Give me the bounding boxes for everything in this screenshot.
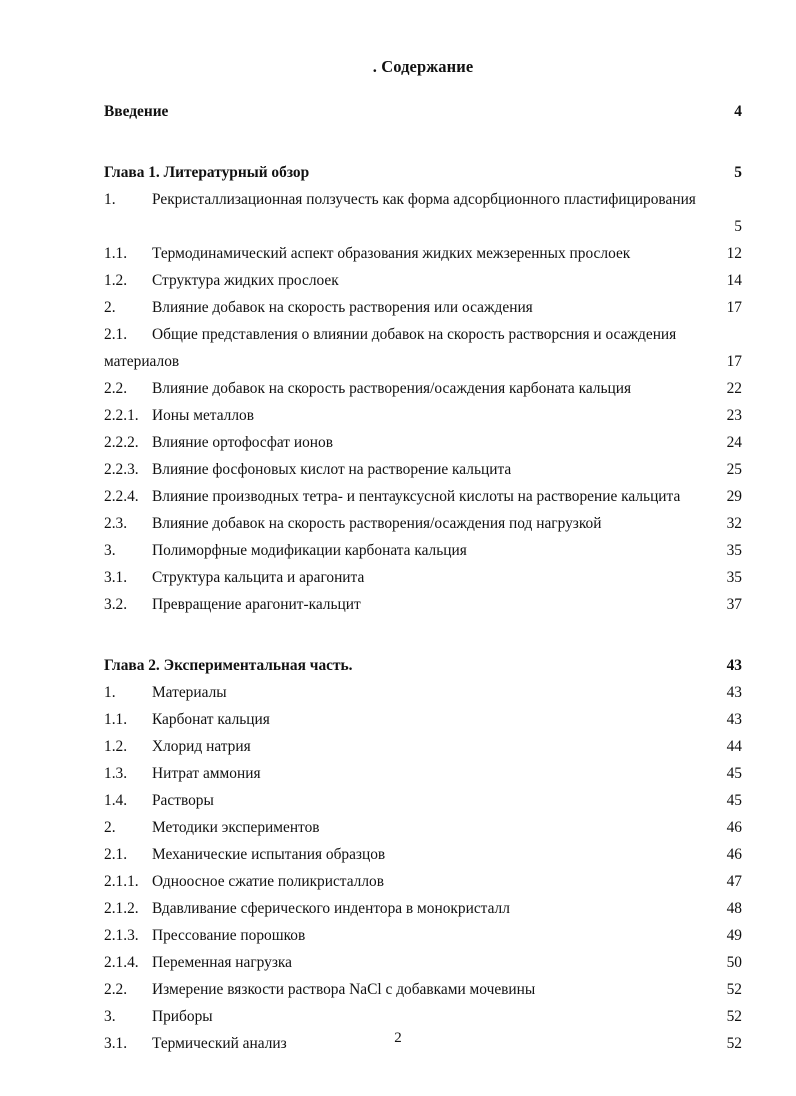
toc-entry-label: Переменная нагрузка bbox=[152, 954, 292, 972]
toc-heading-label: Глава 1. Литературный обзор bbox=[104, 164, 310, 182]
toc-entry[interactable] bbox=[104, 949, 742, 976]
toc-entry-number: 2.2.4. bbox=[104, 488, 139, 506]
toc-entry-label: Влияние фосфоновых кислот на растворение кальцита bbox=[152, 461, 512, 479]
toc-entry-page: 12 bbox=[726, 245, 742, 263]
toc-entry[interactable] bbox=[104, 868, 742, 895]
toc-entry-page: 43 bbox=[726, 711, 742, 729]
toc-entry-number: 1.2. bbox=[104, 272, 128, 290]
toc-entry[interactable] bbox=[104, 733, 742, 760]
toc-entry[interactable] bbox=[104, 186, 742, 213]
toc-entry-continuation bbox=[104, 348, 742, 375]
toc-entry-label: Превращение арагонит-кальцит bbox=[152, 596, 361, 614]
toc-entry[interactable] bbox=[104, 294, 742, 321]
toc-entry-number: 2. bbox=[104, 299, 116, 317]
toc-entry-page: 17 bbox=[726, 299, 742, 317]
section-spacer bbox=[104, 618, 742, 652]
toc-entry-page: 25 bbox=[726, 461, 742, 479]
toc-entry-page: 22 bbox=[726, 380, 742, 398]
toc-entry-number: 2.2.1. bbox=[104, 407, 139, 425]
toc-entry-label: Растворы bbox=[152, 792, 214, 810]
toc-entry-page: 52 bbox=[726, 981, 742, 999]
toc-entry-label: Влияние производных тетра- и пентауксусной кислоты на растворение кальцита bbox=[152, 488, 681, 506]
toc-entry-label: Влияние добавок на скорость растворения/осаждения карбоната кальция bbox=[152, 380, 632, 398]
toc-entry-number: 2.2.3. bbox=[104, 461, 139, 479]
toc-entry-label: Влияние добавок на скорость растворения или осаждения bbox=[152, 299, 533, 317]
toc-entry-page: 23 bbox=[726, 407, 742, 425]
toc-entry-label: Измерение вязкости раствора NaCl с добавками мочевины bbox=[152, 981, 536, 999]
toc-entry-number: 2.1. bbox=[104, 846, 128, 864]
toc-entry[interactable] bbox=[104, 537, 742, 564]
toc-entry[interactable] bbox=[104, 429, 742, 456]
toc-entry-label: Введение bbox=[104, 103, 169, 121]
title-leading-mark: . bbox=[372, 57, 377, 76]
toc-entry[interactable] bbox=[104, 564, 742, 591]
toc-entry[interactable] bbox=[104, 787, 742, 814]
toc-entry-number: 1.4. bbox=[104, 792, 128, 810]
toc-entry-page: 50 bbox=[726, 954, 742, 972]
toc-entry-page: 43 bbox=[726, 684, 742, 702]
toc-entry-label: Влияние добавок на скорость растворения/осаждения под нагрузкой bbox=[152, 515, 602, 533]
toc-entry-number: 2.2. bbox=[104, 380, 128, 398]
toc-entry-introduction[interactable] bbox=[104, 98, 742, 125]
toc-entry[interactable] bbox=[104, 895, 742, 922]
toc-entry-page: 4 bbox=[734, 103, 742, 121]
toc-entry[interactable] bbox=[104, 1003, 742, 1030]
toc-entry-number: 1.3. bbox=[104, 765, 128, 783]
toc-entry-number: 1.1. bbox=[104, 245, 128, 263]
toc-entry-label: Структура жидких прослоек bbox=[152, 272, 339, 290]
toc-entry-label: Нитрат аммония bbox=[152, 765, 261, 783]
toc-entry-label: Материалы bbox=[152, 684, 227, 702]
toc-entry-label: Полиморфные модификации карбоната кальция bbox=[152, 542, 467, 560]
toc-entry-number: 3.1. bbox=[104, 1035, 128, 1053]
toc-entry-label: Термический анализ bbox=[152, 1035, 287, 1053]
toc-entry-label: Методики экспериментов bbox=[152, 819, 320, 837]
toc-entry[interactable] bbox=[104, 922, 742, 949]
toc-entry-number: 2. bbox=[104, 819, 116, 837]
toc-entry[interactable] bbox=[104, 679, 742, 706]
toc-entry-label: Прессование порошков bbox=[152, 927, 306, 945]
toc-entry-label: Вдавливание сферического индентора в монокристалл bbox=[152, 900, 510, 918]
toc-entry-page: 52 bbox=[726, 1008, 742, 1026]
toc-entry-number: 1.1. bbox=[104, 711, 128, 729]
toc-entry[interactable] bbox=[104, 267, 742, 294]
toc-heading-chapter-2[interactable] bbox=[104, 652, 742, 679]
toc-entry[interactable] bbox=[104, 456, 742, 483]
toc-entry-label: Общие представления о влиянии добавок на скорость растворсния и осаждения bbox=[152, 326, 677, 344]
toc-entry-label: Структура кальцита и арагонита bbox=[152, 569, 365, 587]
toc-entry-page: 35 bbox=[726, 569, 742, 587]
toc-entry-page: 35 bbox=[726, 542, 742, 560]
toc-entry-label: Приборы bbox=[152, 1008, 213, 1026]
toc-entry-page: 24 bbox=[726, 434, 742, 452]
footer-page-number: 2 bbox=[394, 1030, 402, 1046]
toc-entry-page: 47 bbox=[726, 873, 742, 891]
toc-entry-page: 49 bbox=[726, 927, 742, 945]
toc-entry-number: 2.1.2. bbox=[104, 900, 139, 918]
toc-entry-page: 48 bbox=[726, 900, 742, 918]
toc-entry-label: Хлорид натрия bbox=[152, 738, 251, 756]
toc-entry[interactable] bbox=[104, 760, 742, 787]
section-spacer bbox=[104, 125, 742, 159]
toc-entry[interactable] bbox=[104, 976, 742, 1003]
toc-entry[interactable] bbox=[104, 841, 742, 868]
toc-list-chapter-1 bbox=[104, 186, 742, 618]
toc-entry-number: 2.3. bbox=[104, 515, 128, 533]
toc-entry-label: Карбонат кальция bbox=[152, 711, 270, 729]
toc-entry-page: 14 bbox=[726, 272, 742, 290]
toc-entry-label: Влияние ортофосфат ионов bbox=[152, 434, 333, 452]
toc-entry-number: 3. bbox=[104, 1008, 116, 1026]
toc-content bbox=[104, 58, 742, 1057]
toc-entry-page: 46 bbox=[726, 819, 742, 837]
toc-entry-label: Механические испытания образцов bbox=[152, 846, 386, 864]
toc-heading-page: 5 bbox=[734, 164, 742, 182]
toc-heading-page: 43 bbox=[726, 657, 742, 675]
toc-entry[interactable] bbox=[104, 510, 742, 537]
toc-entry-number: 1. bbox=[104, 191, 116, 209]
toc-list-chapter-2 bbox=[104, 679, 742, 1057]
toc-entry-continuation bbox=[104, 213, 742, 240]
toc-heading-label: Глава 2. Экспериментальная часть. bbox=[104, 657, 353, 675]
toc-entry-page: 45 bbox=[726, 792, 742, 810]
toc-entry-label: Одноосное сжатие поликристаллов bbox=[152, 873, 385, 891]
toc-heading-chapter-1[interactable] bbox=[104, 159, 742, 186]
toc-entry-label: Рекристаллизационная ползучесть как форма адсорбционного пластифицирования bbox=[152, 191, 696, 209]
toc-entry[interactable] bbox=[104, 706, 742, 733]
toc-entry-number: 3.1. bbox=[104, 569, 128, 587]
toc-entry-number: 2.1.1. bbox=[104, 873, 139, 891]
toc-entry-number: 2.1. bbox=[104, 326, 128, 344]
toc-entry[interactable] bbox=[104, 483, 742, 510]
toc-entry[interactable] bbox=[104, 402, 742, 429]
toc-entry[interactable] bbox=[104, 240, 742, 267]
toc-entry[interactable] bbox=[104, 375, 742, 402]
page-title bbox=[104, 58, 742, 76]
title-text: Содержание bbox=[381, 57, 474, 76]
toc-entry-continuation-label: материалов bbox=[104, 353, 180, 371]
toc-entry-page: 5 bbox=[734, 218, 742, 236]
toc-entry-number: 1. bbox=[104, 684, 116, 702]
toc-entry[interactable] bbox=[104, 321, 742, 348]
toc-entry-page: 17 bbox=[726, 353, 742, 371]
toc-entry-page: 45 bbox=[726, 765, 742, 783]
toc-entry-page: 37 bbox=[726, 596, 742, 614]
toc-entry-page: 46 bbox=[726, 846, 742, 864]
toc-entry-page: 32 bbox=[726, 515, 742, 533]
toc-entry-label: Ионы металлов bbox=[152, 407, 255, 425]
toc-entry-number: 3. bbox=[104, 542, 116, 560]
toc-entry-number: 2.1.4. bbox=[104, 954, 139, 972]
toc-entry-number: 3.2. bbox=[104, 596, 128, 614]
toc-entry-number: 2.2.2. bbox=[104, 434, 139, 452]
toc-entry-number: 2.1.3. bbox=[104, 927, 139, 945]
toc-entry-number: 2.2. bbox=[104, 981, 128, 999]
toc-entry[interactable] bbox=[104, 814, 742, 841]
toc-entry-number: 1.2. bbox=[104, 738, 128, 756]
toc-entry-page: 52 bbox=[726, 1035, 742, 1053]
toc-entry-page: 44 bbox=[726, 738, 742, 756]
toc-entry-page: 29 bbox=[726, 488, 742, 506]
toc-entry[interactable] bbox=[104, 591, 742, 618]
toc-entry-label: Термодинамический аспект образования жидких межзеренных прослоек bbox=[152, 245, 631, 263]
